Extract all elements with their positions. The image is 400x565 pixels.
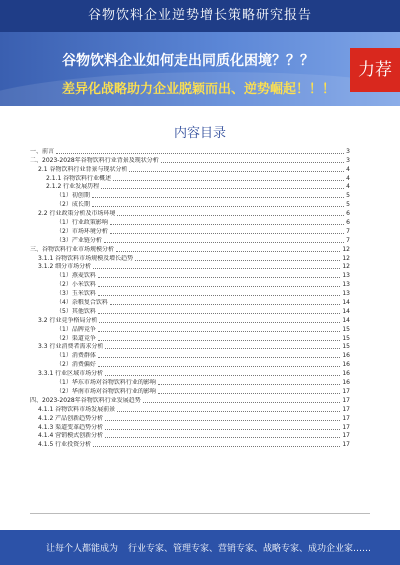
toc-entry-label: 4.1.4 营销模式创新分析 <box>38 432 104 440</box>
toc-leader-dots <box>101 188 344 189</box>
toc-leader-dots <box>143 402 341 403</box>
toc-entry-label: 2.1.2 行业发展历程 <box>46 183 100 191</box>
toc-entry-label: 4.1.5 行业投资分析 <box>38 441 92 449</box>
toc-entry-label: （2）小米饮料 <box>56 281 96 289</box>
toc-leader-dots <box>98 357 341 358</box>
toc-entry[interactable] <box>30 378 350 387</box>
toc-entry-label: （2）消费偏好 <box>56 361 96 369</box>
toc-leader-dots <box>135 260 340 261</box>
toc-entry-label: 3.2 行业竞争格局分析 <box>38 316 98 324</box>
toc-list <box>30 147 350 449</box>
toc-leader-dots <box>104 242 344 243</box>
toc-entry[interactable] <box>30 280 350 289</box>
toc-entry[interactable] <box>30 245 350 254</box>
toc-entry[interactable] <box>30 263 350 272</box>
toc-leader-dots <box>110 224 344 225</box>
toc-entry[interactable] <box>30 183 350 192</box>
toc-leader-dots <box>110 304 341 305</box>
toc-entry[interactable] <box>30 209 350 218</box>
toc-entry-page: 17 <box>342 432 350 440</box>
toc-leader-dots <box>129 171 344 172</box>
toc-entry-page: 4 <box>346 165 350 173</box>
toc-entry[interactable] <box>30 432 350 441</box>
toc-entry-page: 17 <box>342 414 350 422</box>
toc-entry[interactable] <box>30 307 350 316</box>
top-banner <box>0 0 400 32</box>
toc-entry-label: （1）燕麦饮料 <box>56 272 96 280</box>
toc-entry-page: 12 <box>342 263 350 271</box>
toc-entry-label: （1）行业政策影响 <box>56 219 108 227</box>
toc-leader-dots <box>98 286 341 287</box>
toc-leader-dots <box>56 153 344 154</box>
toc-entry[interactable] <box>30 414 350 423</box>
toc-leader-dots <box>98 340 341 341</box>
toc-entry-label: 2.2 行业政策分析及市场环境 <box>38 210 116 218</box>
toc-entry-page: 15 <box>342 334 350 342</box>
toc-entry-label: 四、2023-2028年谷物饮料行业发展趋势 <box>30 396 141 404</box>
toc-entry[interactable] <box>30 405 350 414</box>
toc-entry[interactable] <box>30 191 350 200</box>
toc-entry[interactable] <box>30 271 350 280</box>
toc-entry-page: 17 <box>342 396 350 404</box>
toc-entry-label: （2）成长期 <box>56 201 90 209</box>
toc-entry-label: （2）市场环境分析 <box>56 227 108 235</box>
toc-entry-page: 16 <box>342 370 350 378</box>
toc-entry-label: （2）华南市场对谷物饮料行业的影响 <box>56 387 156 395</box>
toc-entry-page: 6 <box>346 210 350 218</box>
toc-entry-label: （5）其他饮料 <box>56 307 96 315</box>
toc-entry-label: 2.1.1 谷物饮料行业概述 <box>46 174 112 182</box>
toc-entry-label: （2）渠道竞争 <box>56 334 96 342</box>
toc-entry-page: 4 <box>346 174 350 182</box>
toc-entry[interactable] <box>30 396 350 405</box>
toc-entry-label: 一、前言 <box>30 147 55 155</box>
divider <box>30 513 370 514</box>
toc-entry[interactable] <box>30 343 350 352</box>
toc-entry-label: （3）玉米饮料 <box>56 290 96 298</box>
toc-leader-dots <box>158 393 341 394</box>
toc-entry-page: 14 <box>342 307 350 315</box>
toc-entry-page: 5 <box>346 192 350 200</box>
hero-title: 谷物饮料企业如何走出同质化困境？？？ <box>62 53 314 69</box>
toc-entry[interactable] <box>30 360 350 369</box>
toc-leader-dots <box>105 348 340 349</box>
toc-entry-page: 3 <box>346 147 350 155</box>
toc-leader-dots <box>93 446 340 447</box>
footer <box>0 530 400 565</box>
toc-leader-dots <box>117 215 344 216</box>
toc-entry[interactable] <box>30 369 350 378</box>
toc-entry-page: 3 <box>346 156 350 164</box>
toc-entry-page: 16 <box>342 361 350 369</box>
toc-entry-page: 17 <box>342 423 350 431</box>
toc-leader-dots <box>99 322 340 323</box>
toc-leader-dots <box>92 197 344 198</box>
toc-entry[interactable] <box>30 147 350 156</box>
hero-section <box>0 32 400 106</box>
toc-entry-page: 12 <box>342 245 350 253</box>
toc-leader-dots <box>92 206 344 207</box>
toc-entry[interactable] <box>30 423 350 432</box>
toc-leader-dots <box>116 251 340 252</box>
toc-title: 内容目录 <box>173 126 226 141</box>
toc-leader-dots <box>105 375 340 376</box>
toc-entry-label: 4.1.3 渠道变革趋势分析 <box>38 423 104 431</box>
toc-entry[interactable] <box>30 165 350 174</box>
toc-entry-page: 15 <box>342 343 350 351</box>
toc-leader-dots <box>98 366 341 367</box>
toc-entry-page: 15 <box>342 325 350 333</box>
toc-entry[interactable] <box>30 236 350 245</box>
toc-entry-page: 17 <box>342 387 350 395</box>
toc-entry-page: 16 <box>342 379 350 387</box>
toc-entry[interactable] <box>30 254 350 263</box>
toc-leader-dots <box>113 180 344 181</box>
toc-entry[interactable] <box>30 174 350 183</box>
toc-entry-label: 4.1.1 谷物饮料市场发展前景 <box>38 405 116 413</box>
toc-entry-label: （1）品牌竞争 <box>56 325 96 333</box>
toc-entry-label: 3.3 行业消费者需求分析 <box>38 343 104 351</box>
toc-leader-dots <box>105 429 340 430</box>
toc-leader-dots <box>98 331 341 332</box>
toc-entry[interactable] <box>30 298 350 307</box>
toc-leader-dots <box>117 411 340 412</box>
toc-entry-page: 13 <box>342 290 350 298</box>
toc-entry-label: （1）初创期 <box>56 192 90 200</box>
toc-entry-label: （1）华东市场对谷物饮料行业的影响 <box>56 379 156 387</box>
toc-entry-label: 3.1.1 谷物饮料市场规模及增长趋势 <box>38 254 134 262</box>
toc-entry-page: 13 <box>342 272 350 280</box>
toc-leader-dots <box>98 295 341 296</box>
toc-leader-dots <box>93 268 340 269</box>
toc-entry[interactable] <box>30 218 350 227</box>
recommend-badge: 力荐 <box>350 48 400 92</box>
toc-entry[interactable] <box>30 289 350 298</box>
toc-leader-dots <box>110 233 344 234</box>
toc-entry[interactable] <box>30 440 350 449</box>
toc-entry-label: （4）杂粮复合饮料 <box>56 299 108 307</box>
banner-title: 谷物饮料企业逆势增长策略研究报告 <box>87 8 312 23</box>
toc-entry-label: （1）消费群体 <box>56 352 96 360</box>
toc-entry-page: 7 <box>346 236 350 244</box>
toc-entry-page: 16 <box>342 352 350 360</box>
toc-entry-label: 4.1.2 产品创新趋势分析 <box>38 414 104 422</box>
toc-entry-label: 3.3.1 行业区域市场分析 <box>38 370 104 378</box>
toc-entry[interactable] <box>30 316 350 325</box>
toc-leader-dots <box>98 277 341 278</box>
toc-leader-dots <box>105 437 340 438</box>
toc-entry-label: 2.1 谷物饮料行业背景与现状分析 <box>38 165 128 173</box>
hero-subtitle: 差异化战略助力企业脱颖而出、逆势崛起！！！ <box>62 82 336 97</box>
toc-entry[interactable] <box>30 334 350 343</box>
toc-entry-page: 12 <box>342 254 350 262</box>
toc-entry-page: 4 <box>346 183 350 191</box>
toc-entry-page: 6 <box>346 219 350 227</box>
footer-roles: 行业专家、管理专家、营销专家、战略专家、成功企业家…… <box>128 544 372 554</box>
toc-entry-page: 13 <box>342 281 350 289</box>
toc-entry-page: 14 <box>342 316 350 324</box>
toc-entry-label: 二、2023-2028年谷物饮料行业背景及现状分析 <box>30 156 159 164</box>
toc-entry-label: 三、谷物饮料行业市场规模分析 <box>30 245 115 253</box>
toc-entry[interactable] <box>30 351 350 360</box>
toc-entry-page: 7 <box>346 227 350 235</box>
toc-entry[interactable] <box>30 200 350 209</box>
toc-leader-dots <box>98 313 341 314</box>
toc-leader-dots <box>161 162 344 163</box>
toc-entry-label: 3.1.2 细分市场分析 <box>38 263 92 271</box>
toc-entry-page: 14 <box>342 299 350 307</box>
toc-entry[interactable] <box>30 325 350 334</box>
toc-entry[interactable] <box>30 387 350 396</box>
toc-entry-page: 17 <box>342 405 350 413</box>
footer-slogan: 让每个人都能成为 <box>46 544 119 554</box>
toc-leader-dots <box>158 384 341 385</box>
toc-leader-dots <box>105 420 340 421</box>
toc-entry-page: 17 <box>342 441 350 449</box>
toc-entry[interactable] <box>30 227 350 236</box>
toc-entry-page: 5 <box>346 201 350 209</box>
toc-entry-label: （3）产业链分析 <box>56 236 102 244</box>
toc-entry[interactable] <box>30 156 350 165</box>
